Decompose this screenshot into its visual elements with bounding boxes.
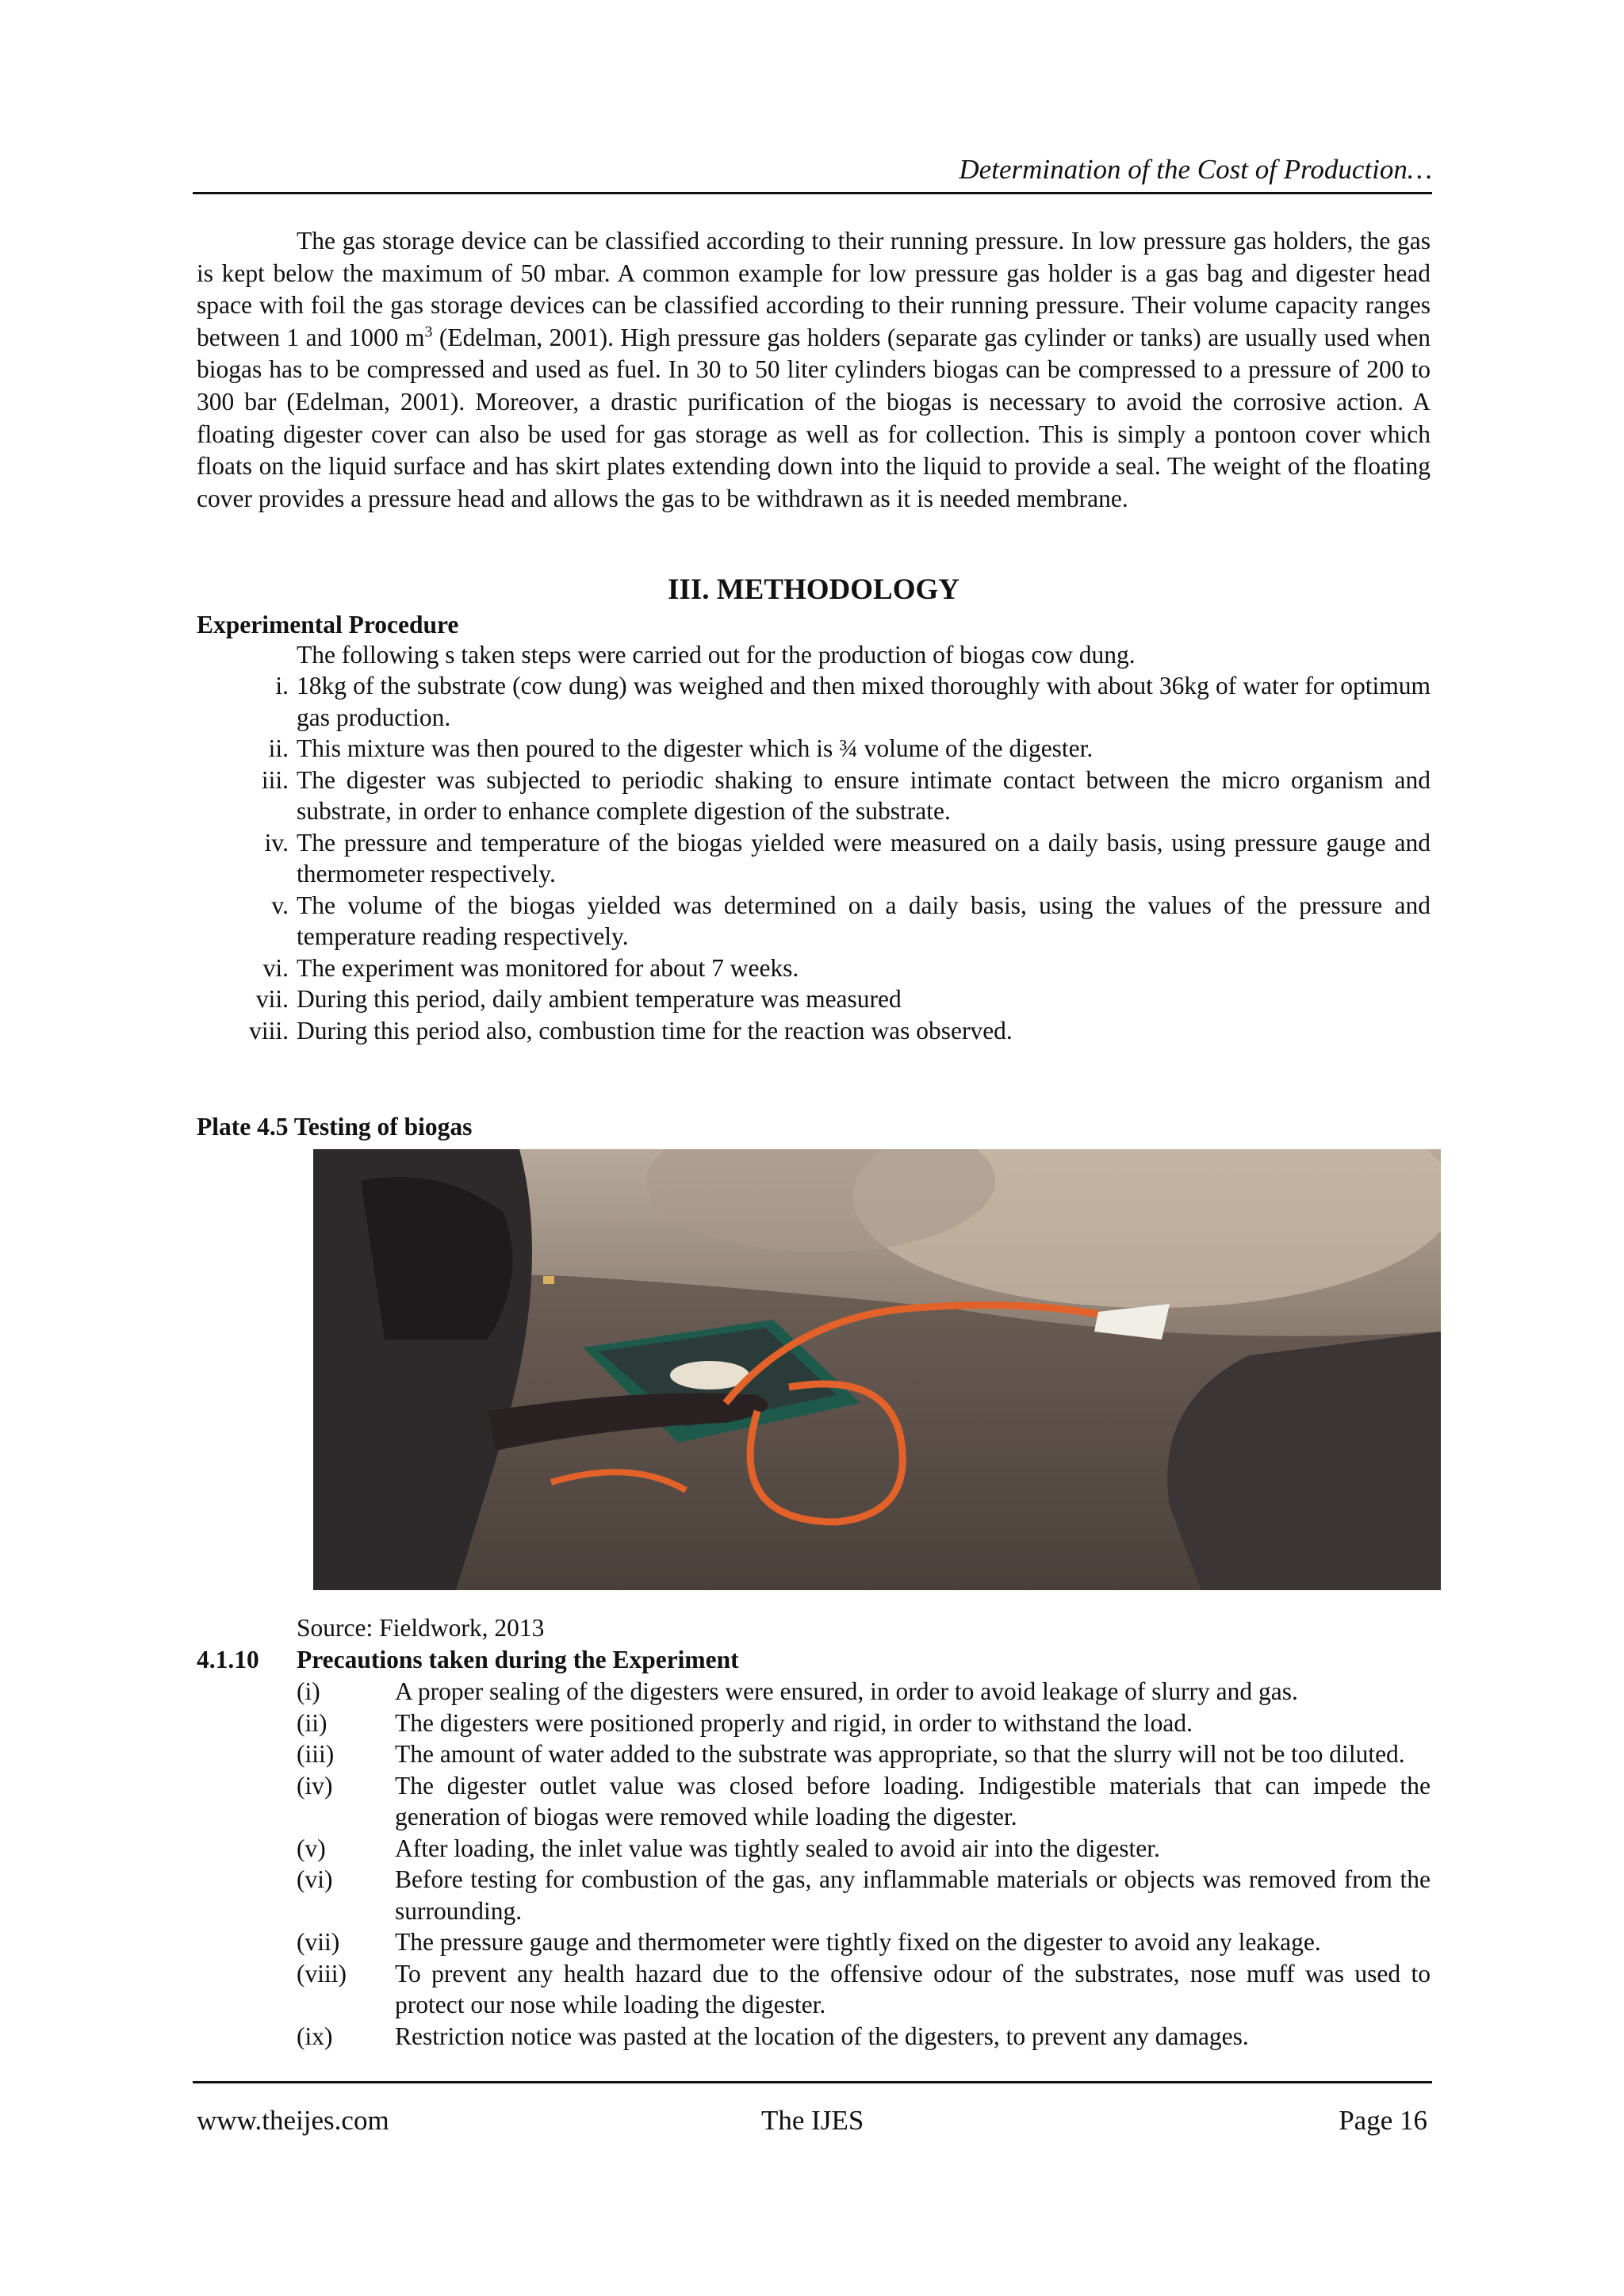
procedure-step xyxy=(197,890,1431,953)
subheading-experimental-procedure: Experimental Procedure xyxy=(197,611,459,638)
precaution-item xyxy=(197,1958,1431,2021)
step-number: vii. xyxy=(255,985,289,1013)
precautions-number: 4.1.10 xyxy=(197,1646,259,1673)
step-text: The volume of the biogas yielded was determined on a daily basis, using the values of the pressure and temperature reading respectively. xyxy=(297,891,1431,950)
step-number: vi. xyxy=(262,953,289,982)
procedure-step xyxy=(197,953,1431,984)
footer-website: www.theijes.com xyxy=(197,2105,389,2136)
precaution-text: The amount of water added to the substrate was appropriate, so that the slurry will not be too diluted. xyxy=(395,1740,1405,1768)
step-number: v. xyxy=(271,891,289,919)
precaution-item xyxy=(197,1770,1431,1833)
precaution-number: (ix) xyxy=(297,2022,333,2050)
biogas-testing-photo xyxy=(313,1149,1441,1590)
precaution-number: (v) xyxy=(297,1834,326,1862)
step-text: The pressure and temperature of the biogas yielded were measured on a daily basis, using pressure gauge and thermometer respectively. xyxy=(297,828,1431,887)
precaution-item xyxy=(197,1738,1431,1770)
step-text: During this period, daily ambient temperature was measured xyxy=(297,985,902,1013)
step-text: 18kg of the substrate (cow dung) was weighed and then mixed thoroughly with about 36kg of water for optimum gas production. xyxy=(297,672,1431,731)
precaution-item xyxy=(197,1708,1431,1739)
step-number: iii. xyxy=(261,765,289,794)
precaution-item xyxy=(197,1833,1431,1865)
precaution-text: Before testing for combustion of the gas, any inflammable materials or objects was removed from the surrounding. xyxy=(395,1865,1431,1925)
step-number: iv. xyxy=(264,828,289,857)
running-title: Determination of the Cost of Production… xyxy=(959,154,1432,185)
precaution-text: Restriction notice was pasted at the location of the digesters, to prevent any damages. xyxy=(395,2022,1249,2050)
precaution-number: (iii) xyxy=(297,1740,335,1768)
footer-journal: The IJES xyxy=(761,2105,864,2136)
procedure-step xyxy=(197,733,1431,765)
precaution-number: (i) xyxy=(297,1677,320,1705)
precaution-item xyxy=(197,1864,1431,1926)
step-text: The experiment was monitored for about 7 weeks. xyxy=(297,953,799,982)
photo-illustration xyxy=(313,1149,1441,1590)
step-text: This mixture was then poured to the digester which is ¾ volume of the digester. xyxy=(297,734,1094,762)
precautions-list xyxy=(197,1676,1431,2052)
procedure-steps-list xyxy=(197,670,1431,1046)
procedure-step xyxy=(197,1015,1431,1047)
precaution-text: The pressure gauge and thermometer were tightly fixed on the digester to avoid any leakage. xyxy=(395,1928,1321,1956)
intro-paragraph-part1: The gas storage device can be classified according to their running pressure. In low pressure gas holders, the gas is kept below the maximum of 50 mbar. A common example for low pressure gas holder is a gas bag and digester head space with foil the gas storage devices can be classified according to their running pressure. Their volume capacity ranges between 1 and 1000 m xyxy=(197,227,1431,351)
intro-paragraph-part2: (Edelman, 2001). High pressure gas holders (separate gas cylinder or tanks) are usually used when biogas has to be compressed and used as fuel. In 30 to 50 liter cylinders biogas can be compressed to a pressure of 200 to 300 bar (Edelman, 2001). Moreover, a drastic purification of the biogas is necessary to avoid the corrosive action. A floating digester cover can also be used for gas storage as well as for collection. This is simply a pontoon cover which floats on the liquid surface and has skirt plates extending down into the liquid to provide a seal. The weight of the floating cover provides a pressure head and allows the gas to be withdrawn as it is needed membrane. xyxy=(197,323,1431,512)
header-rule xyxy=(193,192,1432,194)
procedure-intro: The following s taken steps were carried out for the production of biogas cow dung. xyxy=(297,641,1136,669)
precaution-text: A proper sealing of the digesters were ensured, in order to avoid leakage of slurry and gas. xyxy=(395,1677,1298,1705)
footer-rule xyxy=(193,2081,1432,2083)
intro-paragraph xyxy=(197,225,1431,515)
precaution-number: (viii) xyxy=(297,1959,347,1987)
step-number: i. xyxy=(275,672,289,700)
section-title: III. METHODOLOGY xyxy=(668,573,959,606)
procedure-step xyxy=(197,765,1431,827)
precaution-number: (vi) xyxy=(297,1865,333,1893)
precaution-item xyxy=(197,1926,1431,1958)
precautions-title: Precautions taken during the Experiment xyxy=(297,1646,739,1673)
procedure-step xyxy=(197,983,1431,1015)
plate-source: Source: Fieldwork, 2013 xyxy=(297,1614,545,1642)
footer-page-number: Page 16 xyxy=(1339,2105,1427,2136)
precaution-item xyxy=(197,2021,1431,2053)
step-number: viii. xyxy=(249,1016,289,1045)
precaution-number: (iv) xyxy=(297,1771,333,1800)
precaution-text: The digester outlet value was closed before loading. Indigestible materials that can impede the generation of biogas were removed while loading the digester. xyxy=(395,1771,1431,1830)
precaution-text: After loading, the inlet value was tightly sealed to avoid air into the digester. xyxy=(395,1834,1160,1862)
step-number: ii. xyxy=(268,734,289,762)
precaution-number: (ii) xyxy=(297,1708,327,1737)
superscript-3: 3 xyxy=(424,323,433,341)
precaution-number: (vii) xyxy=(297,1928,340,1956)
precaution-item xyxy=(197,1676,1431,1708)
procedure-step xyxy=(197,670,1431,733)
precaution-text: The digesters were positioned properly and rigid, in order to withstand the load. xyxy=(395,1708,1193,1737)
procedure-step xyxy=(197,827,1431,890)
precautions-heading xyxy=(197,1644,739,1676)
plate-caption: Plate 4.5 Testing of biogas xyxy=(197,1113,473,1140)
step-text: The digester was subjected to periodic shaking to ensure intimate contact between the micro organism and substrate, in order to enhance complete digestion of the substrate. xyxy=(297,765,1431,825)
precaution-text: To prevent any health hazard due to the offensive odour of the substrates, nose muff was used to protect our nose while loading the digester. xyxy=(395,1959,1431,2018)
step-text: During this period also, combustion time for the reaction was observed. xyxy=(297,1016,1013,1045)
